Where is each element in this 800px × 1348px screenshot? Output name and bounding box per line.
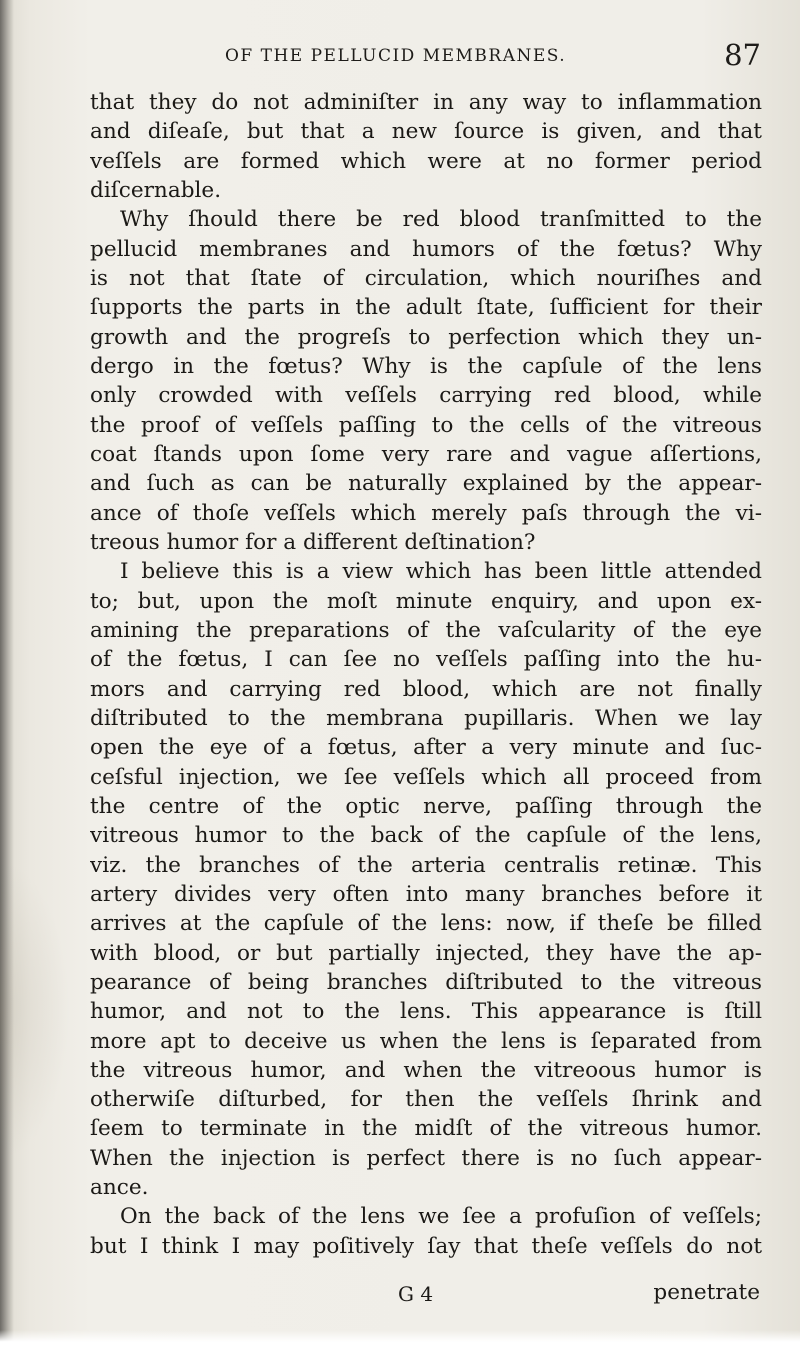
text-line: veſſels are formed which were at no former period [90,148,762,174]
text-line: diſtributed to the membrana pupillaris. When we lay [90,705,762,731]
text-line: but I think I may poſitively ſay that theſe veſſels do not [90,1233,762,1259]
text-line: ance of thoſe veſſels which merely paſs through the vi- [90,500,762,526]
text-line: otherwiſe diſturbed, for then the veſſels ſhrink and [90,1087,762,1113]
paper-stain [0,860,70,1160]
text-line: arrives at the capſule of the lens: now, if theſe be filled [90,911,762,937]
page-number: 87 [724,38,761,72]
text-line: growth and the progreſs to perfection which they un- [90,324,762,350]
text-line: open the eye of a fœtus, after a very minute and ſuc- [90,735,762,761]
text-line: dergo in the fœtus? Why is the capſule of the lens [90,353,762,379]
text-line: is not that ſtate of circulation, which nouriſhes and [90,265,762,291]
text-line: vitreous humor to the back of the capſule of the lens, [90,823,762,849]
text-line: and ſuch as can be naturally explained by the appear- [90,471,762,497]
text-line: coat ſtands upon ſome very rare and vague aſſertions, [90,441,762,467]
text-line: treous humor for a different deſtination? [90,529,536,555]
paragraph-first-line: Why ſhould there be red blood tranſmitted to the [120,207,762,233]
text-line: and diſeaſe, but that a new ſource is given, and that [90,119,762,145]
text-line: ſeem to terminate in the midſt of the vitreous humor. [90,1116,762,1142]
text-line: with blood, or but partially injected, they have the ap- [90,940,762,966]
text-line: When the injection is perfect there is no ſuch appear- [90,1145,762,1171]
text-line: the centre of the optic nerve, paſſing through the [90,793,762,819]
text-line: only crowded with veſſels carrying red blood, while [90,383,762,409]
text-line: that they do not adminiſter in any way to inflammation [90,90,762,115]
text-line: pellucid membranes and humors of the fœtus? Why [90,236,762,262]
text-line: the vitreous humor, and when the vitreoous humor is [90,1057,762,1083]
text-line: pearance of being branches diſtributed to the vitreous [90,969,762,995]
text-line: mors and carrying red blood, which are not finally [90,676,762,702]
paragraph-first-line: I believe this is a view which has been little attended [120,559,762,585]
catchword: penetrate [653,1280,760,1305]
running-head: OF THE PELLUCID MEMBRANES. [225,46,567,66]
text-line: ceſsful injection, we ſee veſſels which all proceed from [90,764,762,790]
text-line: humor, and not to the lens. This appearance is ſtill [90,999,762,1025]
text-line: diſcernable. [90,177,222,203]
body-text [90,88,762,1261]
page-footer [90,1278,762,1314]
text-line: amining the preparations of the vaſcularity of the eye [90,617,762,643]
text-line: viz. the branches of the arteria centralis retinæ. This [90,852,762,878]
page-header [225,38,761,82]
text-line: artery divides very often into many branches before it [90,881,762,907]
signature-mark: G 4 [398,1282,434,1306]
text-line: the proof of veſſels paſſing to the cells of the vitreous [90,412,762,438]
paragraph-first-line: On the back of the lens we ſee a profuſion of veſſels; [120,1204,762,1230]
text-line: of the fœtus, I can ſee no veſſels paſſing into the hu- [90,647,762,673]
text-line: more apt to deceive us when the lens is ſeparated from [90,1028,762,1054]
text-line: ance. [90,1175,149,1201]
text-line: ſupports the parts in the adult ſtate, ſufficient for their [90,295,762,321]
text-line: to; but, upon the moſt minute enquiry, and upon ex- [90,588,762,614]
